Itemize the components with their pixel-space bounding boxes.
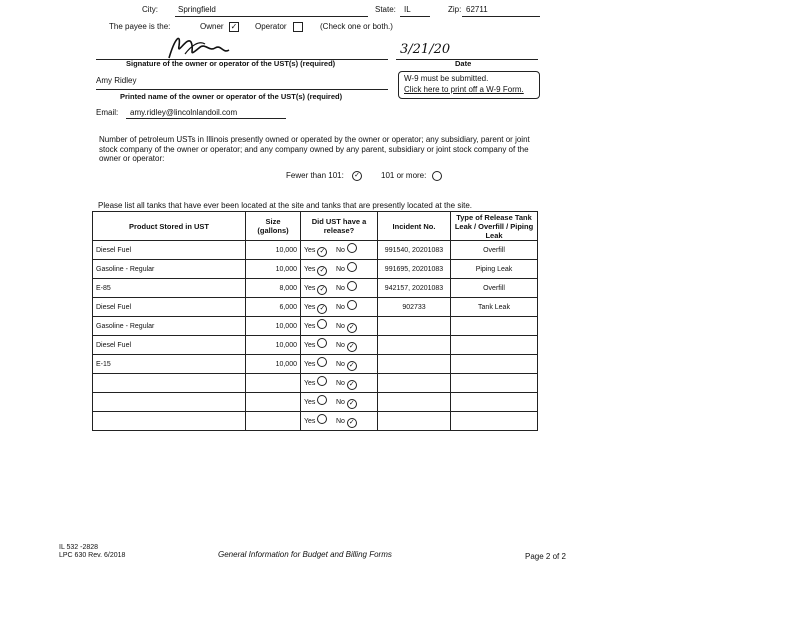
- size-cell[interactable]: 6,000: [246, 298, 301, 317]
- incident-cell[interactable]: 942157, 20201083: [378, 279, 451, 298]
- table-row: [93, 336, 538, 355]
- yes-label: Yes: [304, 342, 316, 349]
- release-cell: [301, 298, 378, 317]
- yes-radio[interactable]: [317, 376, 327, 386]
- release-type-cell[interactable]: Piping Leak: [451, 260, 538, 279]
- fewer-than-101-label: Fewer than 101:: [286, 171, 344, 180]
- release-cell: [301, 374, 378, 393]
- release-cell: [301, 336, 378, 355]
- product-cell[interactable]: E-15: [93, 355, 246, 374]
- yes-label: Yes: [304, 304, 316, 311]
- header-incident: Incident No.: [378, 212, 451, 241]
- product-cell[interactable]: Diesel Fuel: [93, 336, 246, 355]
- no-label: No: [335, 361, 345, 368]
- release-type-cell[interactable]: Overfill: [451, 279, 538, 298]
- yes-radio[interactable]: [317, 338, 327, 348]
- incident-cell[interactable]: 991695, 20201083: [378, 260, 451, 279]
- size-cell[interactable]: 10,000: [246, 336, 301, 355]
- no-label: No: [335, 323, 345, 330]
- size-cell[interactable]: [246, 374, 301, 393]
- email-value[interactable]: amy.ridley@lincolnlandoil.com: [130, 108, 238, 117]
- page-number: Page 2 of 2: [525, 552, 566, 561]
- release-type-cell[interactable]: [451, 317, 538, 336]
- size-cell[interactable]: 10,000: [246, 241, 301, 260]
- no-label: No: [335, 304, 345, 311]
- no-radio[interactable]: ✓: [347, 399, 357, 409]
- tanks-table: [92, 211, 538, 431]
- no-radio[interactable]: ✓: [347, 323, 357, 333]
- yes-radio[interactable]: ✓: [317, 304, 327, 314]
- release-type-cell[interactable]: Tank Leak: [451, 298, 538, 317]
- release-cell: [301, 393, 378, 412]
- size-cell[interactable]: 10,000: [246, 317, 301, 336]
- city-label: City:: [142, 5, 158, 14]
- yes-radio[interactable]: [317, 395, 327, 405]
- check-instruction: (Check one or both.): [320, 22, 393, 31]
- release-type-cell[interactable]: Overfill: [451, 241, 538, 260]
- no-label: No: [335, 418, 345, 425]
- owner-checkbox[interactable]: ✓: [230, 22, 238, 31]
- yes-radio[interactable]: [317, 414, 327, 424]
- product-cell[interactable]: [93, 393, 246, 412]
- operator-label: Operator: [255, 22, 287, 31]
- city-underline: [175, 16, 368, 17]
- header-size: Size (gallons): [246, 212, 301, 241]
- city-value[interactable]: Springfield: [178, 5, 216, 14]
- incident-cell[interactable]: [378, 374, 451, 393]
- release-cell: [301, 279, 378, 298]
- yes-label: Yes: [304, 361, 316, 368]
- zip-underline: [462, 16, 540, 17]
- incident-cell[interactable]: [378, 317, 451, 336]
- table-row: [93, 279, 538, 298]
- yes-label: Yes: [304, 266, 316, 273]
- yes-label: Yes: [304, 418, 316, 425]
- incident-cell[interactable]: [378, 355, 451, 374]
- no-radio[interactable]: ✓: [347, 380, 357, 390]
- yes-radio[interactable]: ✓: [317, 247, 327, 257]
- release-type-cell[interactable]: [451, 393, 538, 412]
- table-row: [93, 260, 538, 279]
- fewer-than-101-radio[interactable]: ✓: [352, 171, 362, 181]
- footer-title: General Information for Budget and Billing Forms: [218, 550, 392, 559]
- yes-label: Yes: [304, 247, 316, 254]
- printed-name-line: [96, 89, 388, 90]
- state-underline: [400, 16, 430, 17]
- incident-cell[interactable]: 991540, 20201083: [378, 241, 451, 260]
- incident-cell[interactable]: [378, 412, 451, 431]
- yes-radio[interactable]: ✓: [317, 266, 327, 276]
- yes-label: Yes: [304, 323, 316, 330]
- table-row: [93, 355, 538, 374]
- product-cell[interactable]: [93, 412, 246, 431]
- tanks-intro: Please list all tanks that have ever been located at the site and tanks that are presently located at the site.: [98, 201, 473, 210]
- incident-cell[interactable]: [378, 336, 451, 355]
- no-label: No: [335, 380, 345, 387]
- no-radio[interactable]: [347, 300, 357, 310]
- size-cell[interactable]: [246, 412, 301, 431]
- signature-date[interactable]: 3/21/20: [400, 42, 451, 57]
- 101-or-more-radio[interactable]: [432, 171, 442, 181]
- yes-label: Yes: [304, 285, 316, 292]
- size-cell[interactable]: 8,000: [246, 279, 301, 298]
- header-release: Did UST have a release?: [301, 212, 378, 241]
- email-underline: [126, 118, 286, 119]
- zip-label: Zip:: [448, 5, 462, 14]
- w9-print-link[interactable]: Click here to print off a W-9 Form.: [404, 85, 524, 94]
- release-cell: [301, 317, 378, 336]
- release-type-cell[interactable]: [451, 336, 538, 355]
- printed-name-value[interactable]: Amy Ridley: [96, 76, 137, 85]
- no-label: No: [335, 266, 345, 273]
- w9-line1: W-9 must be submitted.: [404, 74, 489, 83]
- state-value[interactable]: IL: [404, 5, 411, 14]
- product-cell[interactable]: [93, 374, 246, 393]
- 101-or-more-label: 101 or more:: [381, 171, 427, 180]
- release-cell: [301, 260, 378, 279]
- form-revision: LPC 630 Rev. 6/2018: [59, 552, 126, 559]
- operator-checkbox[interactable]: [293, 22, 303, 32]
- owner-label: Owner: [200, 22, 224, 31]
- no-radio[interactable]: [347, 281, 357, 291]
- incident-cell[interactable]: 902733: [378, 298, 451, 317]
- zip-value[interactable]: 62711: [466, 5, 488, 14]
- incident-cell[interactable]: [378, 393, 451, 412]
- no-label: No: [335, 285, 345, 292]
- release-cell: [301, 241, 378, 260]
- no-label: No: [335, 247, 345, 254]
- no-radio[interactable]: ✓: [347, 342, 357, 352]
- release-type-cell[interactable]: [451, 355, 538, 374]
- form-id: IL 532 -2828: [59, 544, 99, 551]
- table-row: [93, 241, 538, 260]
- table-row: [93, 393, 538, 412]
- tanks-header-row: [93, 212, 538, 241]
- no-radio[interactable]: [347, 262, 357, 272]
- product-cell[interactable]: Diesel Fuel: [93, 298, 246, 317]
- state-label: State:: [375, 5, 396, 14]
- size-cell[interactable]: 10,000: [246, 260, 301, 279]
- no-label: No: [335, 342, 345, 349]
- table-row: [93, 298, 538, 317]
- header-type: Type of Release Tank Leak / Overfill / Piping Leak: [451, 212, 538, 241]
- table-row: [93, 412, 538, 431]
- yes-radio[interactable]: [317, 357, 327, 367]
- ust-count-paragraph: Number of petroleum USTs in Illinois presently owned or operated by the owner or operator; any subsidiary, parent or joint stock company of the owner or operator; and any company owned by any parent, subsidiary or joint stock company of the owner or operator:: [99, 135, 530, 163]
- table-row: [93, 374, 538, 393]
- no-radio[interactable]: ✓: [347, 418, 357, 428]
- size-cell[interactable]: 10,000: [246, 355, 301, 374]
- signature-image: [165, 28, 235, 62]
- product-cell[interactable]: E-85: [93, 279, 246, 298]
- table-row: [93, 317, 538, 336]
- product-cell[interactable]: Gasoline - Regular: [93, 260, 246, 279]
- header-product: Product Stored in UST: [93, 212, 246, 241]
- release-cell: [301, 412, 378, 431]
- release-type-cell[interactable]: [451, 412, 538, 431]
- release-cell: [301, 355, 378, 374]
- date-label: Date: [455, 59, 472, 68]
- product-cell[interactable]: Gasoline - Regular: [93, 317, 246, 336]
- yes-label: Yes: [304, 380, 316, 387]
- email-label: Email:: [96, 108, 119, 117]
- no-radio[interactable]: [347, 243, 357, 253]
- size-cell[interactable]: [246, 393, 301, 412]
- release-type-cell[interactable]: [451, 374, 538, 393]
- yes-radio[interactable]: [317, 319, 327, 329]
- payee-label: The payee is the:: [109, 22, 171, 31]
- yes-radio[interactable]: ✓: [317, 285, 327, 295]
- no-radio[interactable]: ✓: [347, 361, 357, 371]
- w9-notice-box: [398, 71, 540, 99]
- printed-name-label: Printed name of the owner or operator of the UST(s) (required): [120, 92, 343, 101]
- no-label: No: [335, 399, 345, 406]
- product-cell[interactable]: Diesel Fuel: [93, 241, 246, 260]
- yes-label: Yes: [304, 399, 316, 406]
- signature-label: Signature of the owner or operator of the UST(s) (required): [126, 59, 336, 68]
